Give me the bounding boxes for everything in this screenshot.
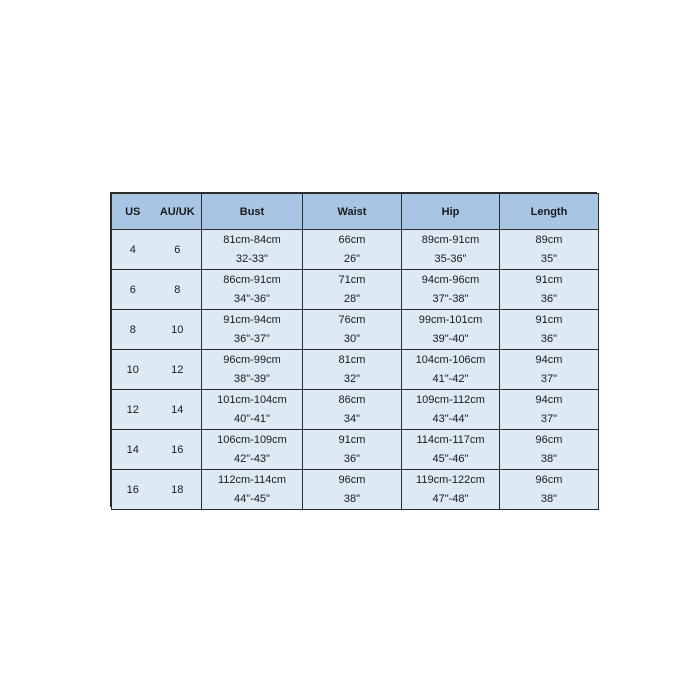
bust-cell [202,270,303,310]
bust-cell [202,430,303,470]
header-au-uk: AU/UK [154,194,202,230]
bust-cm: 81cm-84cm [223,233,281,246]
length-in: 36" [540,332,558,345]
length-cell [500,270,599,310]
hip-in: 45"-46" [432,452,469,465]
length-in: 37" [540,372,558,385]
waist-cell [303,270,402,310]
bust-cm: 106cm-109cm [217,433,287,446]
bust-in: 44"-45" [234,492,270,505]
size-au-uk: 12 [154,350,202,390]
table-row [112,470,599,510]
hip-cell [402,390,500,430]
table-row [112,270,599,310]
hip-in: 43"-44" [432,412,469,425]
bust-in: 40"-41" [234,412,270,425]
hip-cm: 94cm-96cm [421,273,480,286]
hip-in: 41"-42" [432,372,469,385]
length-cm: 91cm [535,273,563,286]
bust-cell [202,390,303,430]
length-cm: 94cm [535,353,563,366]
waist-in: 30" [343,332,361,345]
waist-cm: 91cm [338,433,366,446]
length-cell [500,310,599,350]
length-cm: 94cm [535,393,563,406]
size-us: 12 [112,390,154,430]
bust-cell [202,310,303,350]
waist-in: 36" [343,452,361,465]
size-chart [110,192,597,507]
waist-cm: 71cm [338,273,366,286]
hip-in: 47"-48" [432,492,469,505]
table-row [112,390,599,430]
header-us: US [112,194,154,230]
waist-cm: 86cm [338,393,366,406]
length-cell [500,390,599,430]
size-au-uk: 16 [154,430,202,470]
size-us: 16 [112,470,154,510]
waist-cell [303,390,402,430]
size-us: 6 [112,270,154,310]
hip-cm: 89cm-91cm [421,233,480,246]
header-row [112,194,599,230]
length-cell [500,350,599,390]
header-waist: Waist [303,194,402,230]
length-in: 38" [540,492,558,505]
hip-cm: 119cm-122cm [416,473,485,486]
hip-in: 37"-38" [432,292,469,305]
length-in: 37" [540,412,558,425]
size-au-uk: 8 [154,270,202,310]
bust-cell [202,350,303,390]
hip-in: 35-36" [434,252,467,265]
length-cell [500,230,599,270]
length-cm: 91cm [535,313,563,326]
table-row [112,310,599,350]
size-au-uk: 18 [154,470,202,510]
hip-cell [402,310,500,350]
size-us: 4 [112,230,154,270]
table-row [112,350,599,390]
hip-cm: 104cm-106cm [415,353,486,366]
size-au-uk: 14 [154,390,202,430]
hip-cm: 114cm-117cm [416,433,485,446]
waist-cell [303,350,402,390]
size-us: 8 [112,310,154,350]
waist-cell [303,430,402,470]
length-cm: 96cm [535,433,563,446]
hip-cm: 109cm-112cm [416,393,485,406]
waist-cell [303,470,402,510]
hip-cell [402,470,500,510]
length-in: 38" [540,452,558,465]
table-row [112,230,599,270]
bust-in: 42"-43" [234,452,270,465]
bust-cm: 112cm-114cm [217,473,287,486]
waist-cell [303,310,402,350]
hip-in: 39"-40" [432,332,469,345]
hip-cm: 99cm-101cm [418,313,483,326]
hip-cell [402,230,500,270]
waist-cm: 76cm [338,313,366,326]
waist-in: 38" [343,492,361,505]
bust-in: 34"-36" [234,292,270,305]
waist-in: 34" [343,412,361,425]
header-bust: Bust [202,194,303,230]
hip-cell [402,270,500,310]
length-cell [500,470,599,510]
hip-cell [402,430,500,470]
size-au-uk: 6 [154,230,202,270]
waist-cm: 66cm [338,233,366,246]
size-us: 14 [112,430,154,470]
bust-cm: 91cm-94cm [223,313,281,326]
length-cell [500,430,599,470]
bust-cell [202,470,303,510]
waist-in: 26" [343,252,361,265]
size-au-uk: 10 [154,310,202,350]
bust-cm: 101cm-104cm [217,393,287,406]
size-chart-table [111,193,599,510]
waist-in: 32" [343,372,361,385]
waist-in: 28" [343,292,361,305]
bust-cell [202,230,303,270]
waist-cm: 81cm [338,353,366,366]
header-hip: Hip [402,194,500,230]
length-in: 35" [540,252,558,265]
bust-in: 38"-39" [234,372,270,385]
waist-cell [303,230,402,270]
bust-cm: 86cm-91cm [223,273,281,286]
bust-in: 32-33" [235,252,269,265]
header-length: Length [500,194,599,230]
length-cm: 96cm [535,473,563,486]
waist-cm: 96cm [338,473,366,486]
table-row [112,430,599,470]
length-cm: 89cm [535,233,563,246]
hip-cell [402,350,500,390]
bust-in: 36"-37" [234,332,270,345]
size-us: 10 [112,350,154,390]
length-in: 36" [540,292,558,305]
size-rows [112,230,599,510]
bust-cm: 96cm-99cm [223,353,281,366]
